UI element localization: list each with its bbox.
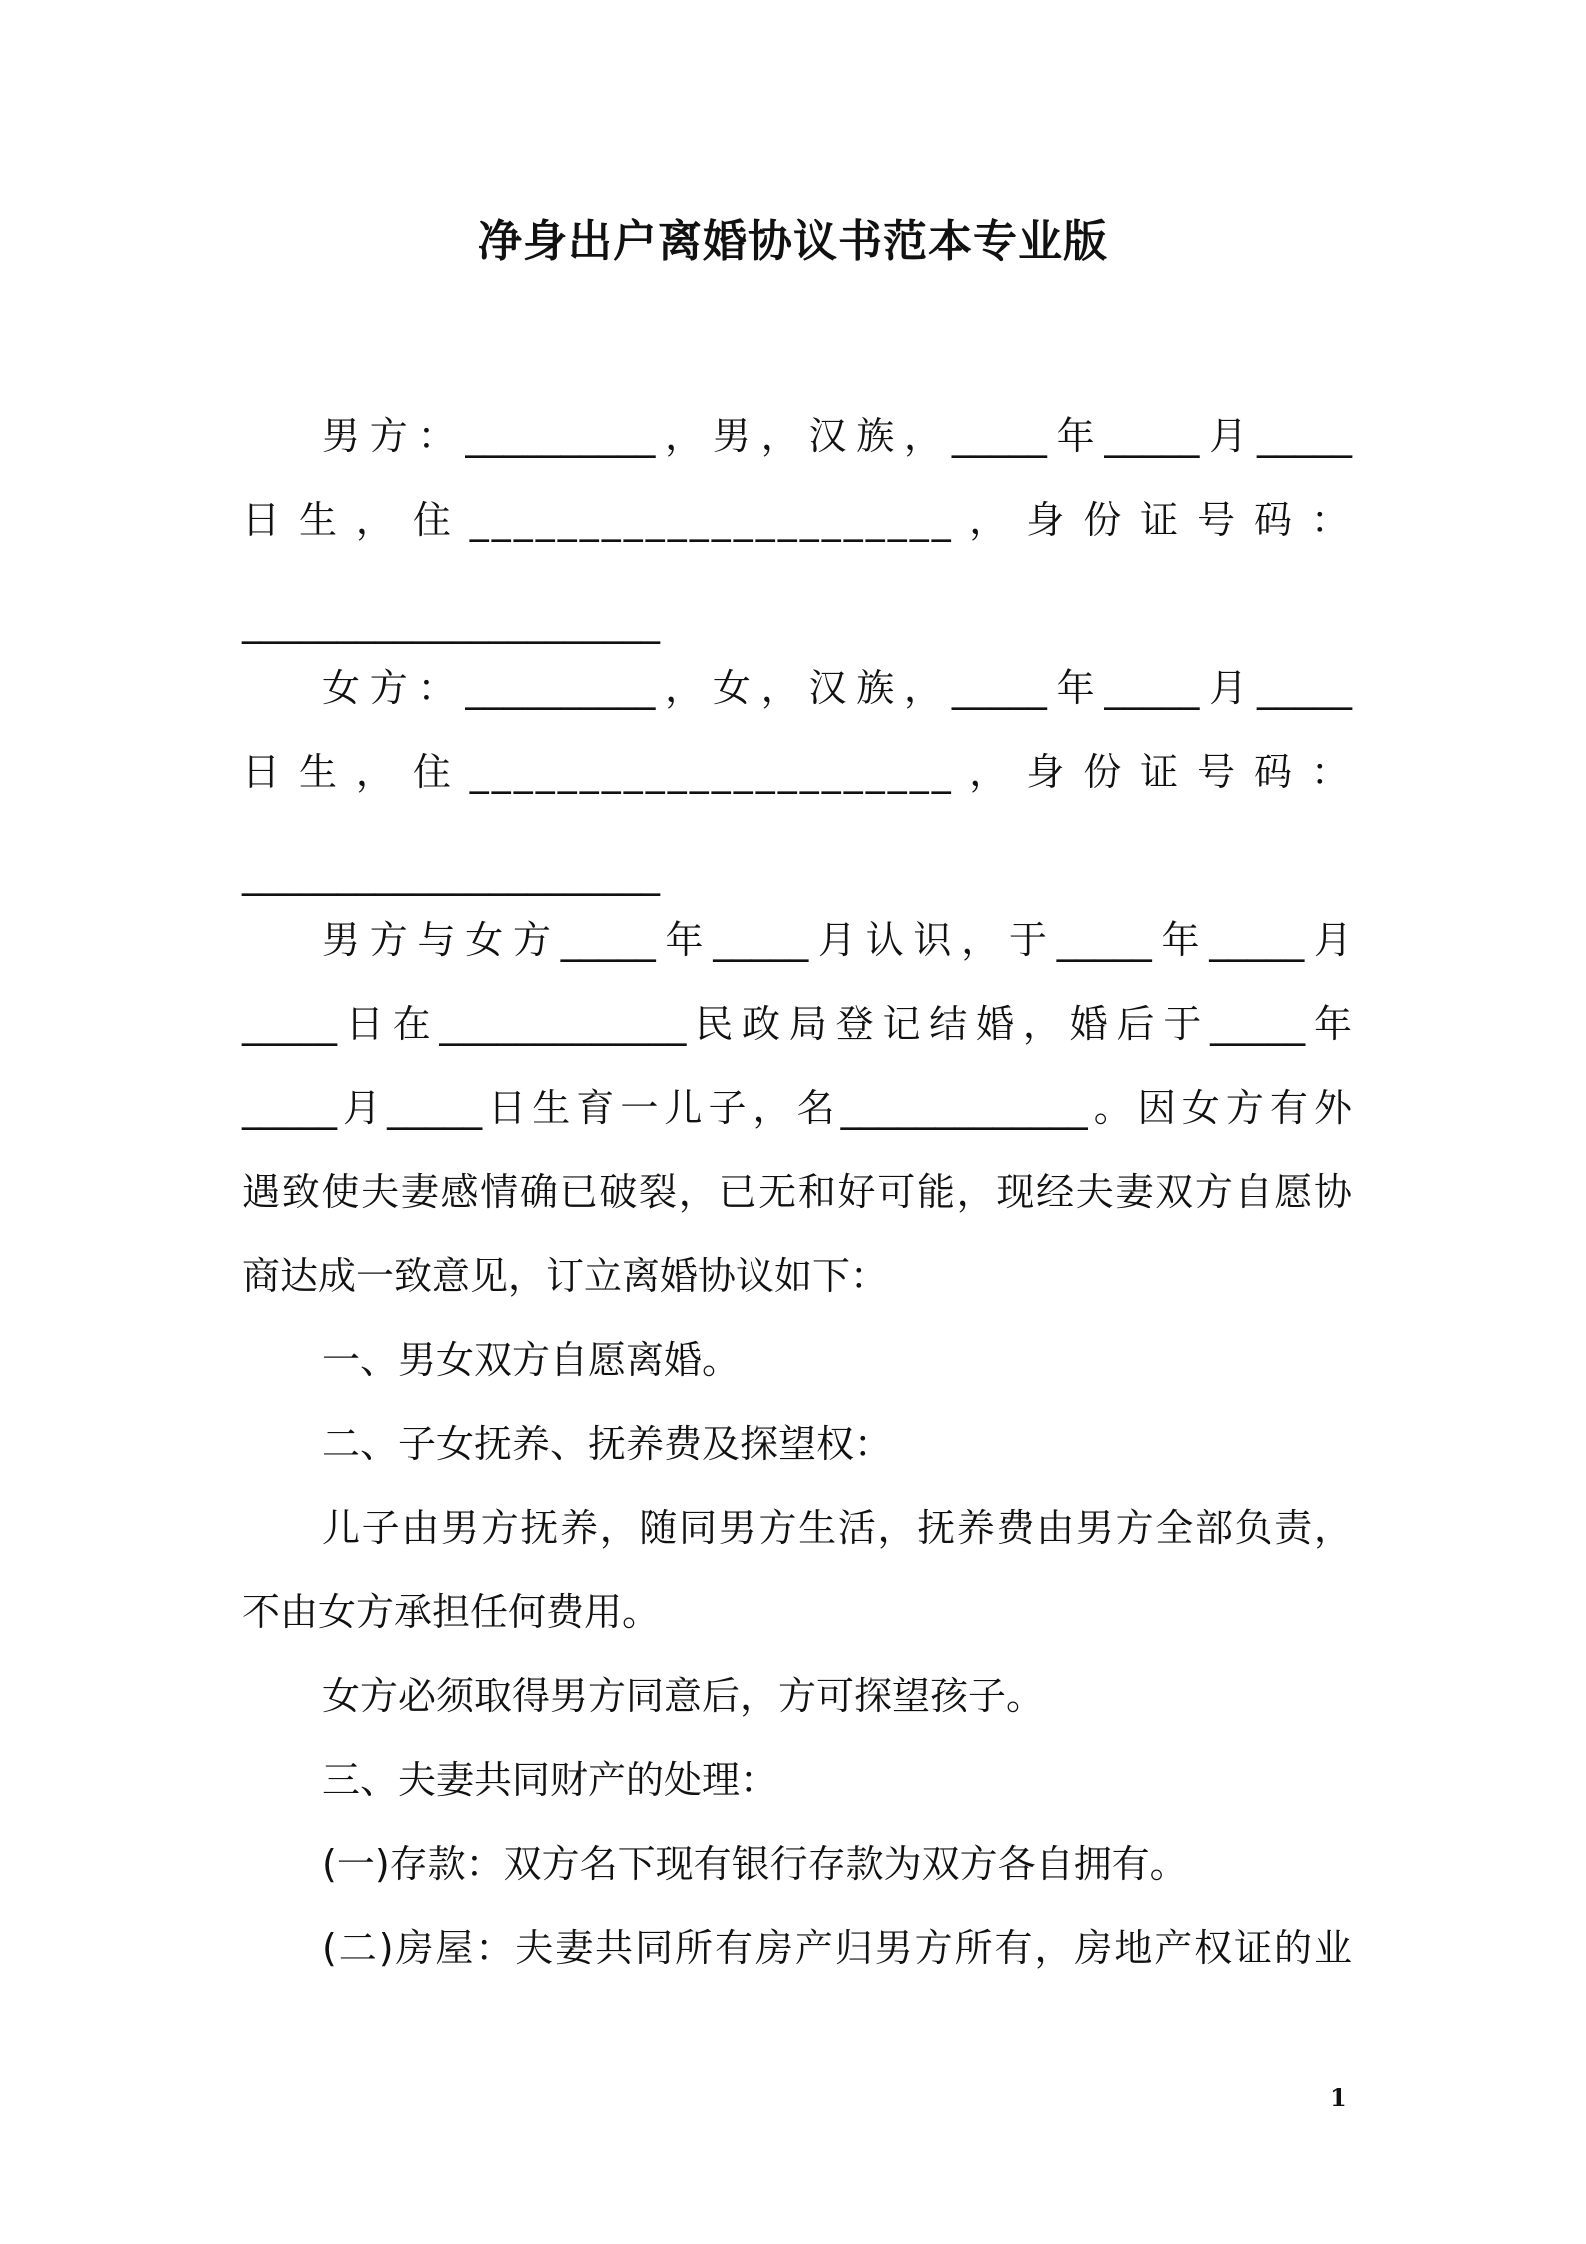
clause-3-savings: (一)存款：双方名下现有银行存款为双方各自拥有。 [322, 1842, 1188, 1886]
male-party-line-1: 男方：__________，男，汉族，_____年_____月_____ [322, 414, 1352, 458]
clause-1: 一、男女双方自愿离婚。 [322, 1338, 741, 1382]
female-party-id-blank: ______________________ [242, 852, 660, 896]
body-paragraph-line-1: 男方与女方_____年_____月认识，于_____年_____月 [322, 918, 1352, 962]
body-paragraph-line-3: _____月_____日生育一儿子，名_____________。因女方有外 [242, 1086, 1352, 1130]
body-paragraph-line-5: 商达成一致意见，订立离婚协议如下： [242, 1254, 889, 1298]
clause-2-visitation: 女方必须取得男方同意后，方可探望孩子。 [322, 1674, 1045, 1718]
clause-3-heading: 三、夫妻共同财产的处理： [322, 1758, 779, 1802]
body-paragraph-line-4: 遇致使夫妻感情确已破裂，已无和好可能，现经夫妻双方自愿协 [242, 1170, 1352, 1214]
clause-2-text-line-2: 不由女方承担任何费用。 [242, 1590, 661, 1634]
page-number: 1 [1330, 2083, 1347, 2112]
clause-2-text-line-1: 儿子由男方抚养，随同男方生活，抚养费由男方全部负责， [322, 1506, 1352, 1550]
clause-2-heading: 二、子女抚养、抚养费及探望权： [322, 1422, 893, 1466]
female-party-line-1: 女方：__________，女，汉族，_____年_____月_____ [322, 666, 1352, 710]
male-party-line-2: 日 生 ， 住 ______________________ ， 身 份 证 号 码 ： [242, 498, 1352, 542]
clause-3-housing: (二)房屋：夫妻共同所有房产归男方所有，房地产权证的业 [322, 1926, 1352, 1970]
female-party-line-2: 日 生 ， 住 ______________________ ， 身 份 证 号 码 ： [242, 750, 1352, 794]
body-paragraph-line-2: _____日在_____________民政局登记结婚，婚后于_____年 [242, 1002, 1352, 1046]
male-party-id-blank: ______________________ [242, 600, 660, 644]
page-title: 净身出户离婚协议书范本专业版 [478, 216, 1108, 267]
